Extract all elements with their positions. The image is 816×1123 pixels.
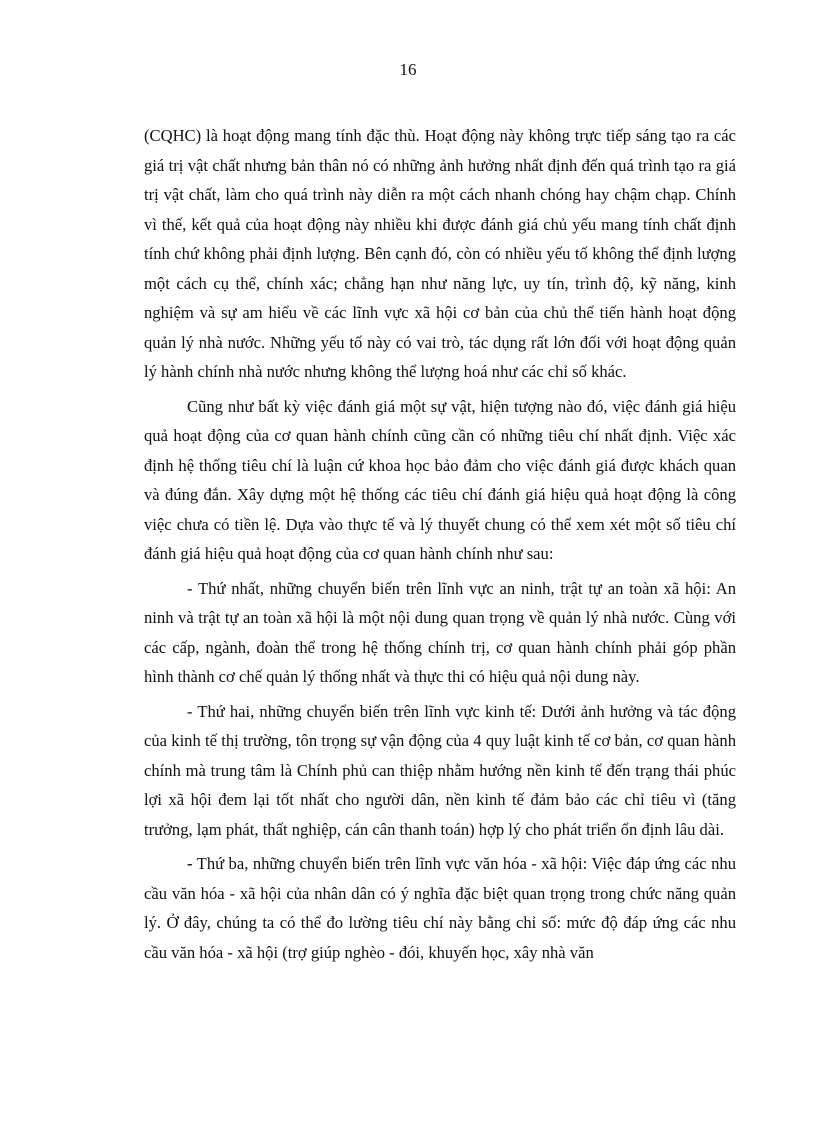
document-body [144, 121, 736, 967]
paragraph-lead-dash: - [187, 854, 193, 873]
paragraph-criterion-security: - Thứ nhất, những chuyển biến trên lĩnh vực an ninh, trật tự an toàn xã hội: An ninh và trật tự an toàn xã hội là một nội dung quan trọng về quản lý nhà nước. Cùng với các cấp, ngành, đoàn thể trong hệ thống chính trị, cơ quan hành chính phải góp phần hình thành cơ chế quản lý thống nhất và thực thi có hiệu quả nội dung này. [144, 578, 736, 686]
paragraph-continuation: (CQHC) là hoạt động mang tính đặc thù. Hoạt động này không trực tiếp sáng tạo ra các giá trị vật chất nhưng bản thân nó có những ảnh hưởng nhất định đến quá trình tạo ra giá trị vật chất, làm cho quá trình này diễn ra một cách nhanh chóng hay chậm chạp. Chính vì thế, kết quả của hoạt động này nhiều khi được đánh giá chủ yếu mang tính chất định tính chứ không phải định lượng. Bên cạnh đó, còn có nhiều yếu tố không thể định lượng một cách cụ thể, chính xác; chẳng hạn như năng lực, uy tín, trình độ, kỹ năng, kinh nghiệm và sự am hiểu về các lĩnh vực xã hội cơ bản của chủ thể tiến hành hoạt động quản lý nhà nước. Những yếu tố này có vai trò, tác dụng rất lớn đối với hoạt động quản lý hành chính nhà nước nhưng không thể lượng hoá như các chỉ số khác. [144, 126, 736, 381]
paragraph-culture-text: Thứ ba, những chuyển biến trên lĩnh vực văn hóa - xã hội: Việc đáp ứng các nhu cầu văn hóa - xã hội của nhân dân có ý nghĩa đặc biệt quan trọng trong chức năng quản lý. Ở đây, chúng ta có thể đo lường tiêu chí này bằng chỉ số: mức độ đáp ứng các nhu cầu văn hóa - xã hội (trợ giúp nghèo - đói, khuyến học, xây nhà văn [144, 854, 736, 962]
page-number: 16 [399, 60, 417, 79]
paragraph-criterion-culture [144, 849, 736, 967]
paragraph-criteria-intro: Cũng như bất kỳ việc đánh giá một sự vật, hiện tượng nào đó, việc đánh giá hiệu quả hoạt động của cơ quan hành chính cũng cần có những tiêu chí nhất định. Việc xác định hệ thống tiêu chí là luận cứ khoa học bảo đảm cho việc đánh giá được khách quan và đúng đắn. Xây dựng một hệ thống các tiêu chí đánh giá hiệu quả hoạt động là công việc chưa có tiền lệ. Dựa vào thực tế và lý thuyết chung có thể xem xét một số tiêu chí đánh giá hiệu quả hoạt động của cơ quan hành chính như sau: [144, 396, 736, 563]
paragraph-criterion-economy: - Thứ hai, những chuyển biến trên lĩnh vực kinh tế: Dưới ảnh hưởng và tác động của kinh tế thị trường, tôn trọng sự vận động của 4 quy luật kinh tế cơ bản, cơ quan hành chính mà trung tâm là Chính phủ can thiệp nhằm hướng nền kinh tế đến trạng thái phúc lợi xã hội đem lại tốt nhất cho người dân, nền kinh tế đảm bảo các chỉ tiêu vì (tăng trưởng, lạm phát, thất nghiệp, cán cân thanh toán) hợp lý cho phát triển ổn định lâu dài. [144, 701, 736, 839]
